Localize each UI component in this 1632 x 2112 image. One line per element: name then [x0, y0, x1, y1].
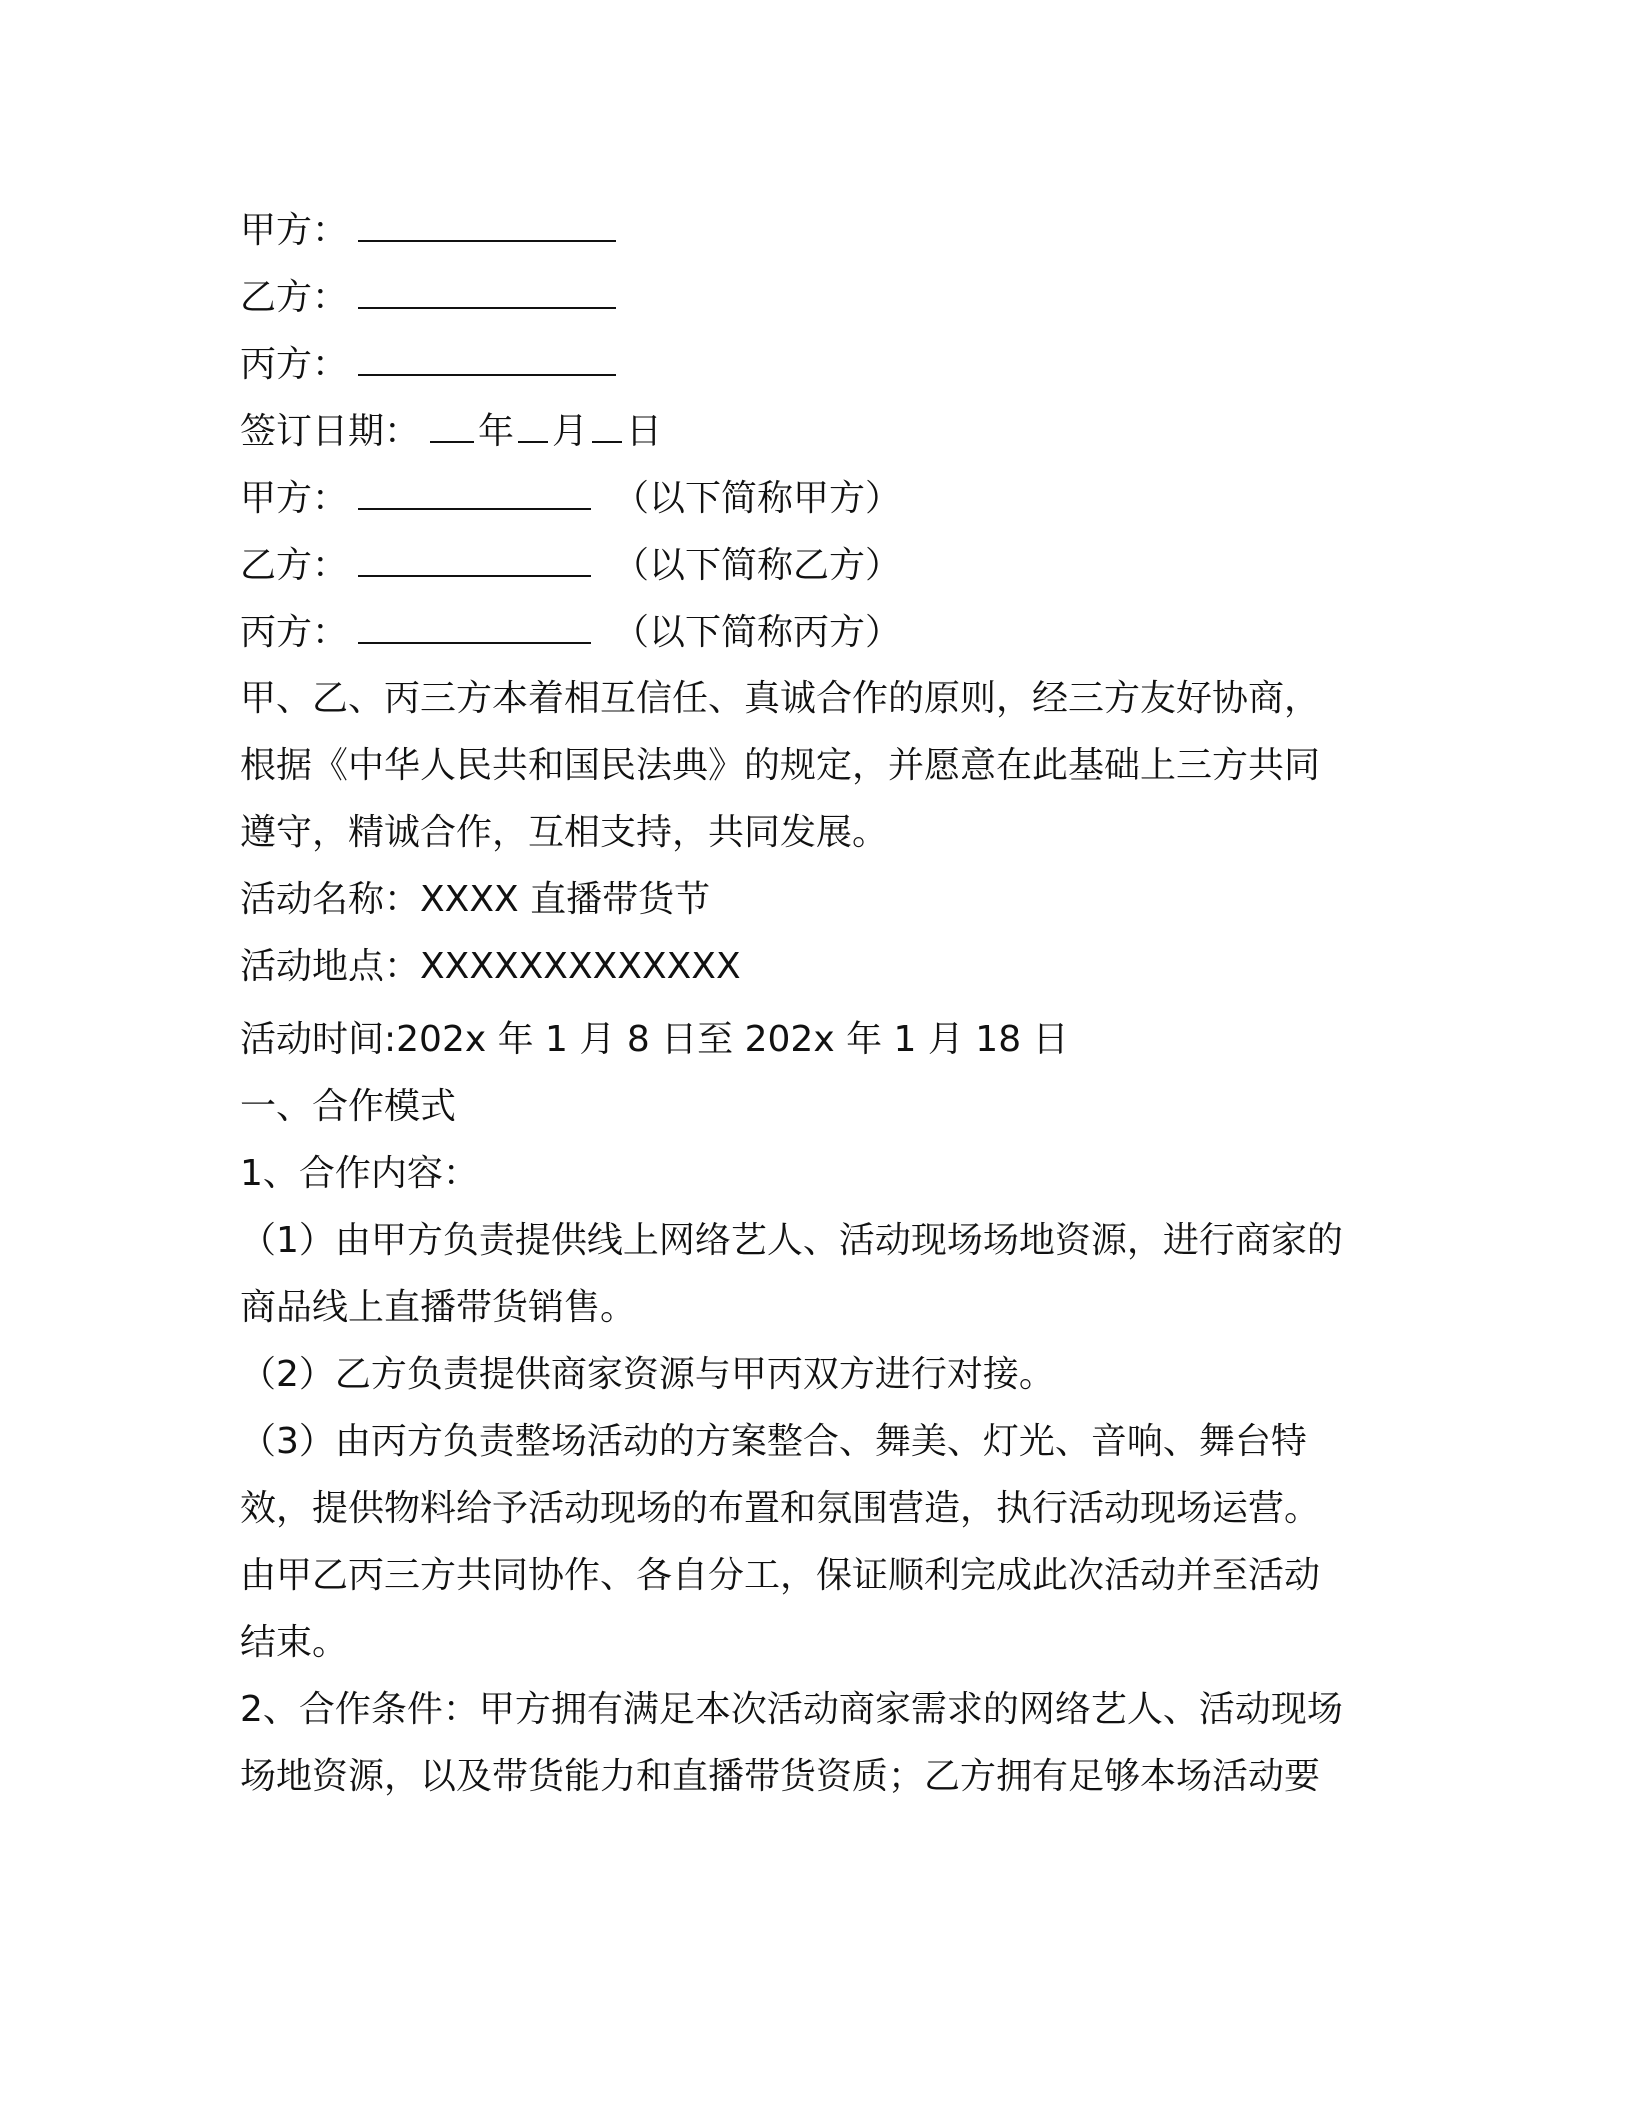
party-a-short: （以下简称甲方） — [613, 478, 902, 519]
month-blank — [518, 397, 548, 443]
sub2-line-2: 场地资源，以及带货能力和直播带货资质；乙方拥有足够本场活动要 — [240, 1756, 1321, 1797]
year-blank — [430, 397, 474, 443]
activity-time: 活动时间:202x 年 1 月 8 日至 202x 年 1 月 18 日 — [240, 1019, 1069, 1060]
party-a-blank — [358, 196, 616, 242]
item3-line-1: （3）由丙方负责整场活动的方案整合、舞美、灯光、音响、舞台特 — [240, 1421, 1307, 1462]
month-label: 月 — [552, 411, 589, 452]
party-b-label-2: 乙方： — [240, 545, 349, 586]
party-c-short: （以下简称丙方） — [613, 612, 902, 653]
party-b-blank-2 — [358, 531, 591, 577]
party-a-line — [240, 196, 1400, 263]
intro-line-3: 遵守，精诚合作，互相支持，共同发展。 — [240, 812, 889, 853]
sub-heading-content: 1、合作内容： — [240, 1153, 479, 1194]
item1-line-1: （1）由甲方负责提供线上网络艺人、活动现场场地资源，进行商家的 — [240, 1220, 1343, 1261]
activity-place: 活动地点：XXXXXXXXXXXXX — [240, 946, 741, 987]
intro-line-2: 根据《中华人民共和国民法典》的规定，并愿意在此基础上三方共同 — [240, 745, 1321, 786]
day-blank — [592, 397, 622, 443]
item2-line-1: （2）乙方负责提供商家资源与甲丙双方进行对接。 — [240, 1354, 1055, 1395]
sign-date-line — [240, 397, 1400, 464]
party-b-short: （以下简称乙方） — [613, 545, 902, 586]
party-c-line — [240, 330, 1400, 397]
sub2-line-1: 2、合作条件：甲方拥有满足本次活动商家需求的网络艺人、活动现场 — [240, 1689, 1343, 1730]
party-c-short-line — [240, 598, 1400, 665]
party-a-label: 甲方： — [240, 210, 349, 251]
party-c-label: 丙方： — [240, 344, 349, 385]
year-label: 年 — [478, 411, 515, 452]
party-c-blank-2 — [358, 598, 591, 644]
activity-name: 活动名称：XXXX 直播带货节 — [240, 879, 711, 920]
party-c-label-2: 丙方： — [240, 612, 349, 653]
item3-line-3: 由甲乙丙三方共同协作、各自分工，保证顺利完成此次活动并至活动 — [240, 1555, 1321, 1596]
intro-line-1: 甲、乙、丙三方本着相互信任、真诚合作的原则，经三方友好协商， — [240, 678, 1321, 719]
party-b-short-line — [240, 531, 1400, 598]
party-a-label-2: 甲方： — [240, 478, 349, 519]
item3-line-2: 效，提供物料给予活动现场的布置和氛围营造，执行活动现场运营。 — [240, 1488, 1321, 1529]
party-b-blank — [358, 263, 616, 309]
item3-line-4: 结束。 — [240, 1622, 349, 1663]
party-a-blank-2 — [358, 464, 591, 510]
contract-page — [240, 196, 1400, 1810]
party-a-short-line — [240, 464, 1400, 531]
party-b-line — [240, 263, 1400, 330]
sign-date-label: 签订日期： — [240, 411, 421, 452]
party-c-blank — [358, 330, 616, 376]
party-b-label: 乙方： — [240, 277, 349, 318]
day-label: 日 — [626, 411, 663, 452]
section-heading: 一、合作模式 — [240, 1086, 457, 1127]
item1-line-2: 商品线上直播带货销售。 — [240, 1287, 637, 1328]
